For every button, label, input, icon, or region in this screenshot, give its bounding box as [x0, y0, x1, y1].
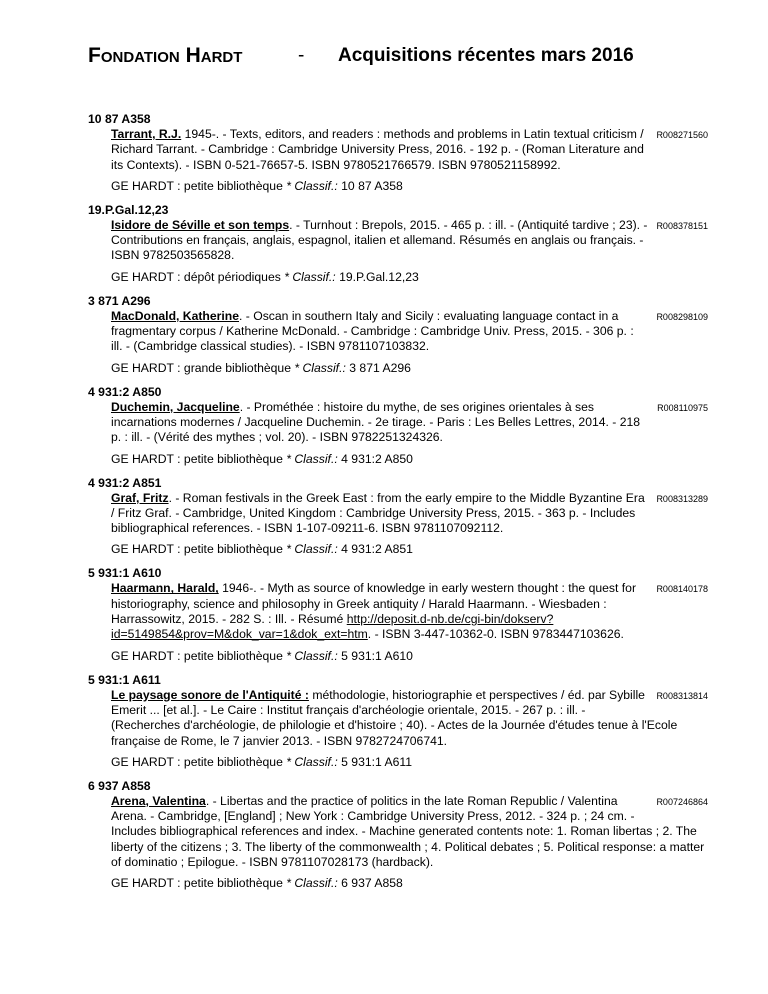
- entry-text: 1945-. - Texts, editors, and readers : methods and problems in Latin textual criticism / Richard Tarrant. - Cambridge : Cambridge University Press, 2016. - 192 p. - (Roman Literature and its Contexts). - ISBN 0-521-76657-5. ISBN 9780521766579. ISBN 9780521158992.: [111, 127, 644, 172]
- call-number: 3 871 A296: [88, 293, 151, 308]
- entry-body: [88, 491, 708, 558]
- classif-value: 5 931:1 A611: [337, 754, 413, 769]
- organization-name: FONDATION HARDT: [88, 44, 243, 67]
- entry-author[interactable]: Duchemin, Jacqueline: [111, 399, 240, 414]
- classif-label: * Classif.:: [286, 542, 338, 557]
- record-id: R008140178: [656, 584, 708, 595]
- catalog-entry: [88, 673, 708, 770]
- entry-author[interactable]: Le paysage sonore de l'Antiquité :: [111, 687, 309, 702]
- call-number: 10 87 A358: [88, 112, 151, 126]
- entry-description: [111, 581, 708, 642]
- location-text: GE HARDT : petite bibliothèque: [111, 451, 283, 466]
- classif-label: * Classif.:: [286, 876, 338, 891]
- call-number: 4 931:2 A850: [88, 384, 162, 399]
- page-title: Acquisitions récentes mars 2016: [338, 45, 634, 66]
- holding-location: [111, 361, 708, 376]
- page-header: [88, 44, 708, 70]
- summary-link[interactable]: http://deposit.d-nb.de/cgi-bin/dokserv?id=5149854&prov=M&dok_var=1&dok_ext=htm: [111, 612, 554, 642]
- record-id: R008378151: [656, 220, 708, 231]
- entry-author[interactable]: MacDonald, Katherine: [111, 308, 239, 323]
- call-number: 5 931:1 A610: [88, 566, 162, 581]
- location-text: GE HARDT : petite bibliothèque: [111, 542, 283, 557]
- entry-description: [111, 688, 708, 749]
- classif-value: 4 931:2 A851: [337, 542, 413, 557]
- classif-label: * Classif.:: [286, 451, 338, 466]
- catalog-entry: [88, 203, 708, 285]
- location-text: GE HARDT : petite bibliothèque: [111, 178, 283, 193]
- entry-author[interactable]: Isidore de Séville et son temps: [111, 217, 290, 232]
- holding-location: [111, 649, 708, 664]
- call-number: 6 937 A858: [88, 778, 151, 793]
- entry-text: . - Libertas and the practice of politics in the late Roman Republic / Valentina Arena. - Cambridge, [England] ; New York : Cambridge University Press, 2012. - 324 p. ; 24 cm. - Includes bibliographical references and index. - Machine generated contents note: 1. Roman libertas ; 2. The liberty of the citizens ; 3. The liberty of the commonwealth ; 4. Political debates ; 5. Political response: a matter of dominatio ; Epilogue. - ISBN 9781107028173 (hardback).: [111, 793, 705, 870]
- entry-text: . - Oscan in southern Italy and Sicily : evaluating language contact in a fragmentary corpus / Katherine McDonald. - Cambridge : Cambridge Univ. Press, 2015. - 306 p. : ill. - (Cambridge classical studies). - ISBN 9781107103832.: [111, 308, 634, 354]
- entry-body: [88, 127, 708, 194]
- holding-location: [111, 270, 708, 285]
- catalog-entry: [88, 385, 708, 467]
- location-text: GE HARDT : petite bibliothèque: [111, 876, 283, 891]
- classif-label: * Classif.:: [286, 648, 338, 663]
- entry-body: [88, 400, 708, 467]
- entry-description: [111, 400, 708, 446]
- entry-text: . - Roman festivals in the Greek East : from the early empire to the Middle Byzantine Era / Fritz Graf. - Cambridge, United Kingdom : Cambridge University Press, 2015. - 363 p. - Includes bibliographical references. - ISBN 1-107-09211-6. ISBN 9781107092112.: [111, 490, 645, 536]
- call-number: 5 931:1 A611: [88, 672, 161, 687]
- classif-value: 19.P.Gal.12,23: [335, 269, 419, 284]
- catalog-entry: [88, 566, 708, 663]
- entry-description: [111, 491, 708, 537]
- entry-text: . - Turnhout : Brepols, 2015. - 465 p. : ill. - (Antiquité tardive ; 23). - Contributions en français, anglais, espagnol, italien et allemand. Résumés en anglais ou français. - ISBN 9782503565828.: [111, 217, 648, 263]
- catalog-entry: [88, 294, 708, 376]
- entry-text: méthodologie, historiographie et perspectives / éd. par Sybille Emerit ... [et al.]. - Le Caire : Institut français d'archéologie orientale, 2015. - 267 p. : ill. - (Recherches d'archéologie, de philologie et d'histoire ; 40). - Actes de la Journée d'études tenue à l'Ecole française de Rome, le 7 janvier 2013. - ISBN 9782724706741.: [111, 687, 678, 748]
- classif-value: 4 931:2 A850: [337, 451, 413, 466]
- location-text: GE HARDT : petite bibliothèque: [111, 754, 283, 769]
- classif-label: * Classif.:: [294, 360, 346, 375]
- classif-value: 5 931:1 A610: [337, 648, 413, 663]
- holding-location: [111, 542, 708, 557]
- entry-author[interactable]: Tarrant, R.J.: [111, 127, 182, 141]
- entry-author[interactable]: Haarmann, Harald,: [111, 581, 219, 596]
- classif-value: 6 937 A858: [337, 876, 403, 891]
- record-id: R008271560: [656, 130, 708, 140]
- holding-location: [111, 452, 708, 467]
- call-number: 4 931:2 A851: [88, 475, 162, 490]
- record-id: R008298109: [656, 311, 708, 322]
- entry-body: [88, 309, 708, 376]
- classif-value: 3 871 A296: [345, 360, 411, 375]
- catalog-entry: [88, 112, 708, 194]
- record-id: R008110975: [657, 402, 708, 413]
- acquisitions-list: [88, 112, 708, 900]
- catalog-entry: [88, 779, 708, 891]
- entry-description: [111, 218, 708, 264]
- entry-description: [111, 127, 708, 173]
- entry-body: [88, 688, 708, 770]
- entry-text-after: . - ISBN 3-447-10362-0. ISBN 9783447103626.: [367, 627, 624, 642]
- classif-label: * Classif.:: [286, 754, 338, 769]
- location-text: GE HARDT : dépôt périodiques: [111, 269, 281, 284]
- header-dash: -: [298, 45, 305, 66]
- entry-author[interactable]: Arena, Valentina: [111, 793, 206, 808]
- entry-body: [88, 581, 708, 663]
- entry-text: 1946-. - Myth as source of knowledge in early western thought : the quest for historiography, science and philosophy in Greek antiquity / Harald Haarmann. - Wiesbaden : Harrassowitz, 2015. - 282 S. : Ill. - Résumé: [111, 581, 637, 627]
- record-id: R008313289: [656, 493, 708, 504]
- classif-label: * Classif.:: [286, 178, 338, 193]
- entry-description: [111, 309, 708, 355]
- classif-value: 10 87 A358: [337, 178, 403, 193]
- holding-location: [111, 179, 708, 194]
- location-text: GE HARDT : grande bibliothèque: [111, 360, 291, 375]
- call-number: 19.P.Gal.12,23: [88, 202, 169, 217]
- record-id: R007246864: [656, 796, 708, 807]
- catalog-entry: [88, 476, 708, 558]
- entry-description: [111, 794, 708, 870]
- entry-body: [88, 794, 708, 891]
- entry-text: . - Prométhée : histoire du mythe, de ses origines orientales à ses incarnations modernes / Jacqueline Duchemin. - 2e tirage. - Paris : Les Belles Lettres, 2014. - 218 p. : ill. - (Vérité des mythes ; vol. 20). - ISBN 9782251324326.: [111, 399, 641, 445]
- holding-location: [111, 755, 708, 770]
- holding-location: [111, 876, 708, 891]
- record-id: R008313814: [656, 690, 708, 701]
- location-text: GE HARDT : petite bibliothèque: [111, 648, 283, 663]
- entry-author[interactable]: Graf, Fritz: [111, 490, 169, 505]
- classif-label: * Classif.:: [284, 269, 336, 284]
- entry-body: [88, 218, 708, 285]
